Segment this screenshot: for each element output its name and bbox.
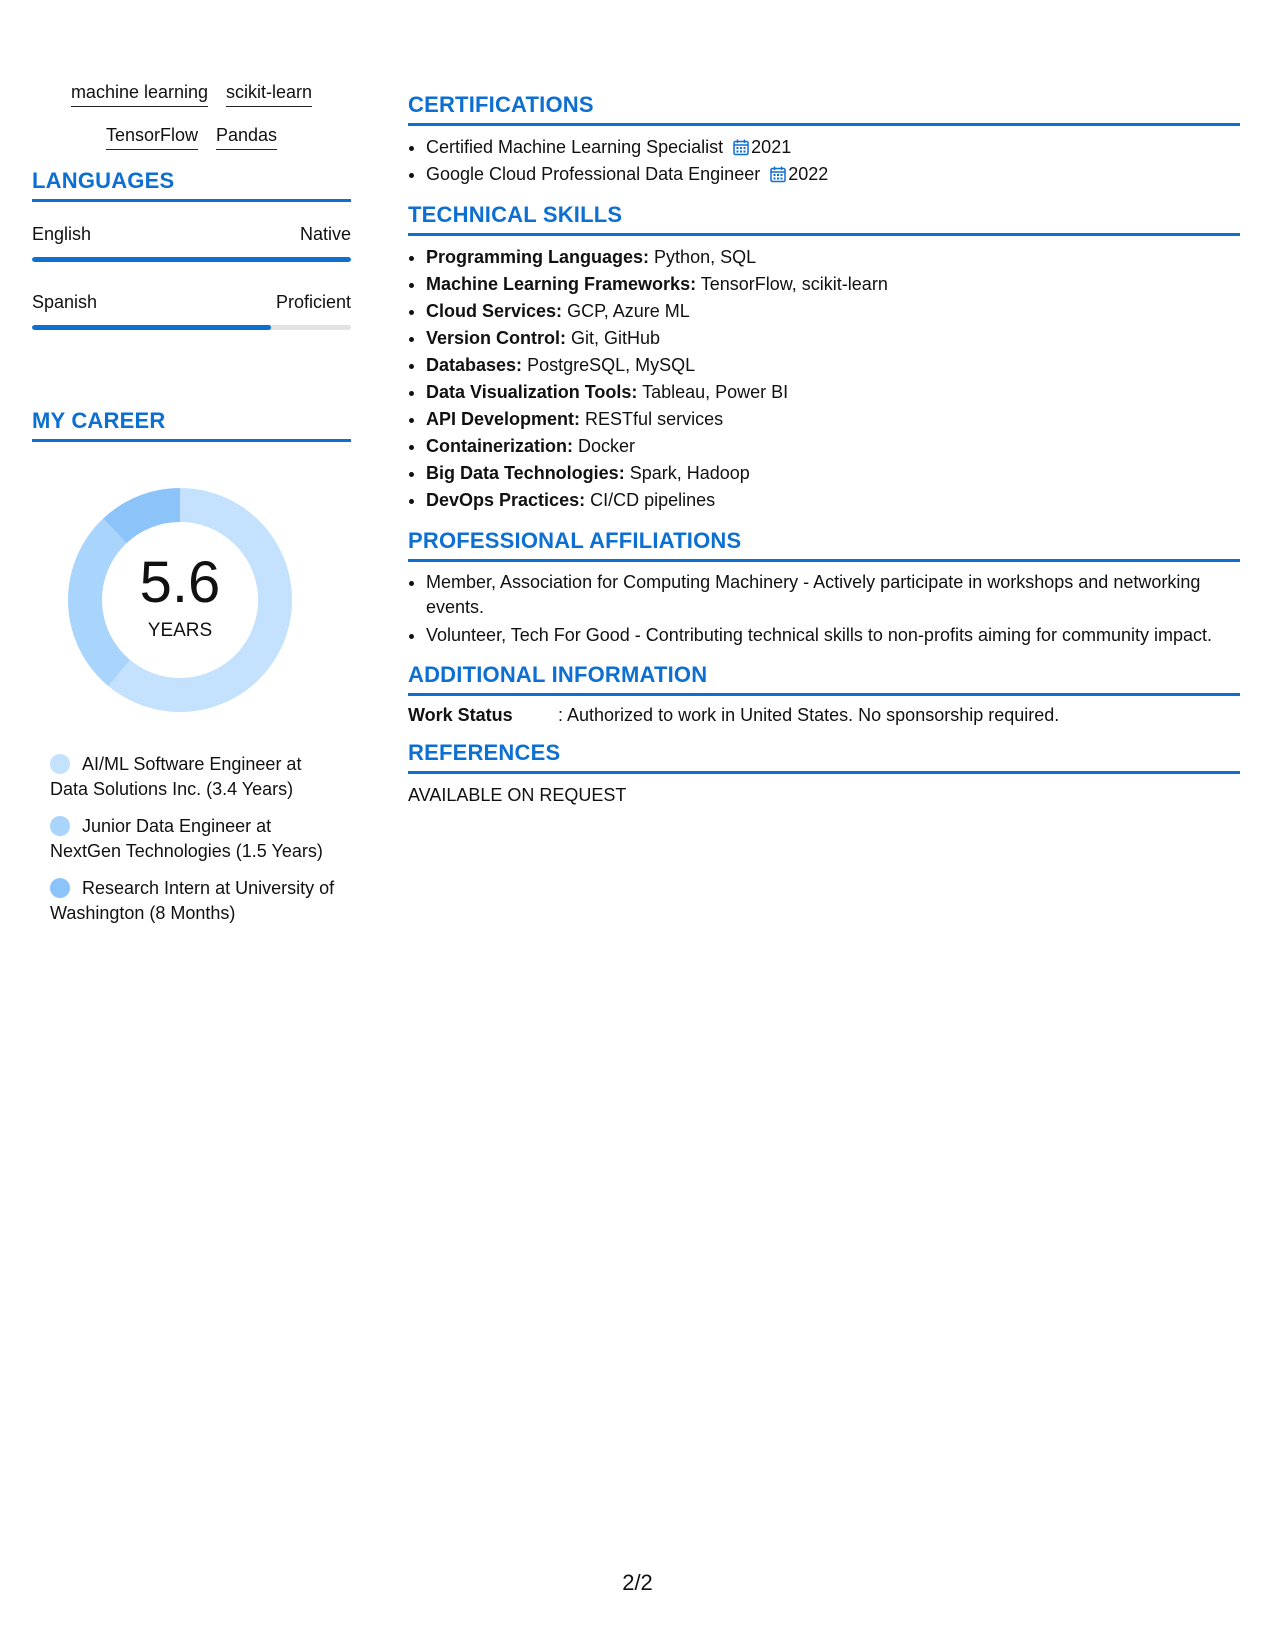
technical-skills-section: [408, 202, 1240, 514]
skill-label: DevOps Practices:: [426, 490, 586, 510]
skill-item: [426, 352, 1240, 379]
technical-skills-heading: TECHNICAL SKILLS: [408, 202, 1240, 236]
career-unit: YEARS: [147, 620, 213, 641]
skill-item: [426, 406, 1240, 433]
skill-value: TensorFlow, scikit-learn: [700, 274, 888, 294]
skill-label: Containerization:: [426, 436, 573, 456]
language-bar: [32, 325, 351, 330]
language-bar-fill: [32, 325, 271, 330]
affiliations-list: [408, 570, 1240, 648]
skill-value: Spark, Hadoop: [629, 463, 750, 483]
technical-skills-list: [408, 244, 1240, 514]
certifications-list: [408, 134, 1240, 188]
language-level: Native: [299, 224, 351, 244]
legend-dot: [50, 878, 70, 898]
career-heading: MY CAREER: [32, 408, 351, 442]
languages-section: [32, 168, 351, 330]
work-status-row: [408, 705, 1240, 726]
tag-row: [32, 82, 351, 107]
certification-year: 2022: [788, 164, 829, 184]
skill-value: GCP, Azure ML: [567, 301, 690, 321]
skill-value: Tableau, Power BI: [642, 382, 789, 402]
skill-label: Version Control:: [426, 328, 567, 348]
career-section: [32, 408, 351, 926]
legend-item: [50, 814, 340, 864]
language-item: [32, 292, 351, 330]
certifications-heading: CERTIFICATIONS: [408, 92, 1240, 126]
skill-value: PostgreSQL, MySQL: [527, 355, 696, 375]
calendar-icon: [770, 166, 786, 183]
additional-info-heading: ADDITIONAL INFORMATION: [408, 662, 1240, 696]
language-bar-fill: [32, 257, 351, 262]
languages-heading: LANGUAGES: [32, 168, 351, 202]
page-number: 2/2: [622, 1570, 653, 1595]
skill-item: [426, 271, 1240, 298]
skill-tag: TensorFlow: [106, 125, 198, 150]
skill-label: Databases:: [426, 355, 523, 375]
career-donut: [66, 486, 294, 714]
certification-item: [426, 134, 1240, 161]
calendar-icon: [733, 139, 749, 156]
references-section: [408, 740, 1240, 806]
certification-year: 2021: [751, 137, 792, 157]
work-status-value: : Authorized to work in United States. No sponsorship required.: [558, 705, 1060, 725]
skill-tag: machine learning: [71, 82, 208, 107]
language-name: Spanish: [32, 292, 98, 312]
language-bar: [32, 257, 351, 262]
skill-value: Git, GitHub: [571, 328, 661, 348]
skill-value: CI/CD pipelines: [590, 490, 716, 510]
language-item: [32, 224, 351, 262]
skill-tag: Pandas: [216, 125, 277, 150]
skill-item: [426, 244, 1240, 271]
skill-label: Data Visualization Tools:: [426, 382, 638, 402]
tag-row: [32, 125, 351, 150]
skill-label: Machine Learning Frameworks:: [426, 274, 697, 294]
language-name: English: [32, 224, 92, 244]
legend-item: [50, 876, 340, 926]
left-column: [32, 82, 351, 938]
skill-label: Big Data Technologies:: [426, 463, 625, 483]
additional-info-section: [408, 662, 1240, 726]
certification-item: [426, 161, 1240, 188]
skill-item: [426, 298, 1240, 325]
affiliation-item: • Member, Association for Computing Machinery - Actively participate in workshops and networking events.: [426, 570, 1240, 620]
skill-tags: [32, 82, 351, 150]
skill-label: Cloud Services:: [426, 301, 563, 321]
career-legend: [50, 752, 340, 926]
language-level: Proficient: [275, 292, 351, 312]
career-total: 5.6: [139, 550, 221, 615]
skill-tag: scikit-learn: [226, 82, 312, 107]
skill-value: Python, SQL: [654, 247, 757, 267]
legend-item: [50, 752, 340, 802]
skill-label: Programming Languages:: [426, 247, 650, 267]
legend-label: AI/ML Software Engineer at Data Solutions Inc. (3.4 Years): [50, 754, 302, 799]
certification-name: Google Cloud Professional Data Engineer: [426, 164, 761, 184]
references-heading: REFERENCES: [408, 740, 1240, 774]
legend-label: Junior Data Engineer at NextGen Technologies (1.5 Years): [50, 816, 323, 861]
legend-label: Research Intern at University of Washington (8 Months): [50, 878, 335, 923]
skill-value: Docker: [578, 436, 636, 456]
certification-name: Certified Machine Learning Specialist: [426, 137, 724, 157]
skill-item: [426, 460, 1240, 487]
work-status-key: Work Status: [408, 705, 513, 725]
affiliation-item: • Volunteer, Tech For Good - Contributing technical skills to non-profits aiming for community impact.: [426, 623, 1240, 648]
references-text: AVAILABLE ON REQUEST: [408, 785, 627, 805]
skill-label: API Development:: [426, 409, 581, 429]
legend-dot: [50, 754, 70, 774]
skill-item: [426, 325, 1240, 352]
affiliations-section: [408, 528, 1240, 648]
skill-item: [426, 433, 1240, 460]
affiliations-heading: PROFESSIONAL AFFILIATIONS: [408, 528, 1240, 562]
skill-item: [426, 487, 1240, 514]
skill-value: RESTful services: [585, 409, 724, 429]
skill-item: [426, 379, 1240, 406]
legend-dot: [50, 816, 70, 836]
certifications-section: [408, 92, 1240, 188]
right-column: [408, 92, 1240, 820]
